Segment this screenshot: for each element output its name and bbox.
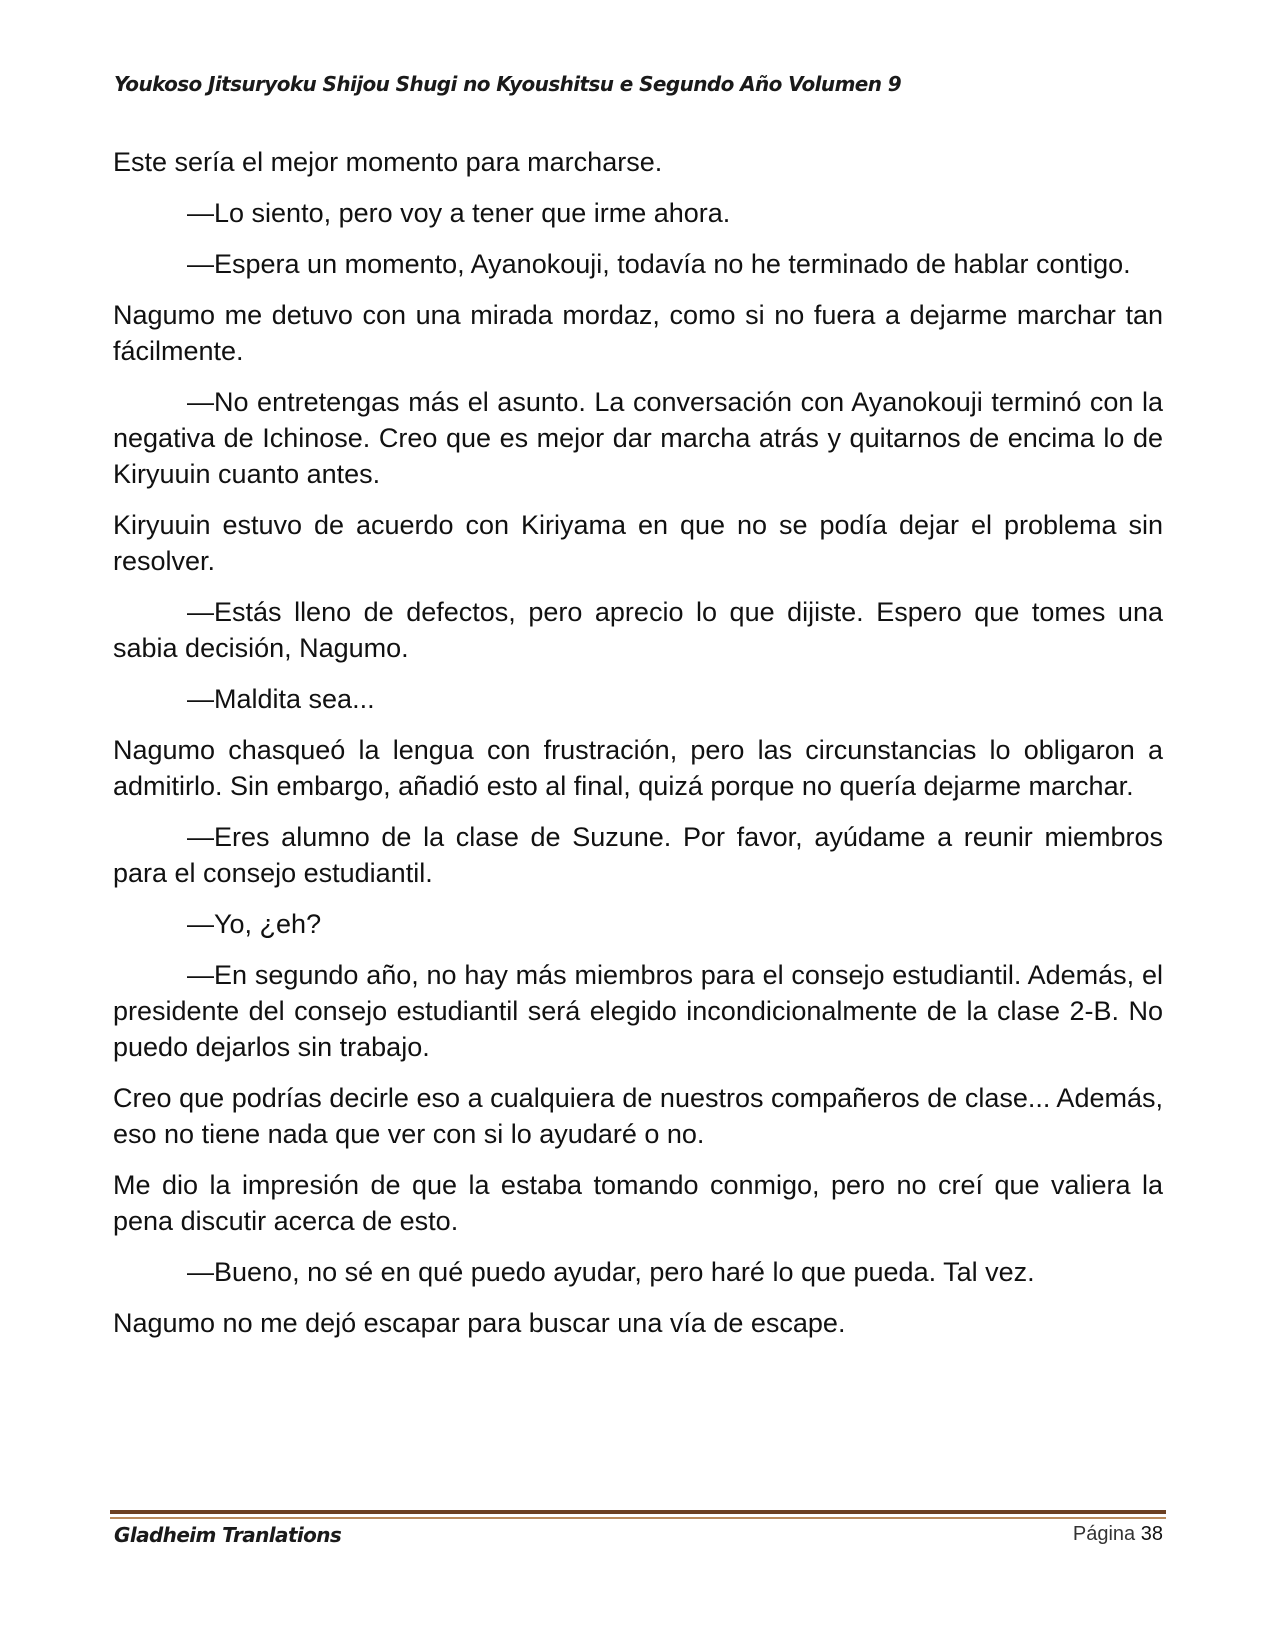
paragraph-14: Me dio la impresión de que la estaba tomando conmigo, pero no creí que valiera la pena discutir acerca de esto. <box>113 1170 1163 1236</box>
paragraph-12: —En segundo año, no hay más miembros para el consejo estudiantil. Además, el presidente del consejo estudiantil será elegido incondicionalmente de la clase 2-B. No puedo dejarlos sin trabajo. <box>113 960 1163 1062</box>
paragraph-16: Nagumo no me dejó escapar para buscar una vía de escape. <box>113 1308 846 1338</box>
paragraph-9: Nagumo chasqueó la lengua con frustración, pero las circunstancias lo obligaron a admitirlo. Sin embargo, añadió esto al final, quizá porque no quería dejarme marchar. <box>113 735 1163 801</box>
page-number <box>1073 1523 1163 1546</box>
footer-rule-thick <box>110 1510 1166 1514</box>
footer-credit: Gladheim Tranlations <box>114 1523 342 1547</box>
paragraph-7: —Estás lleno de defectos, pero aprecio lo que dijiste. Espero que tomes una sabia decisión, Nagumo. <box>113 597 1163 663</box>
paragraph-11: —Yo, ¿eh? <box>187 909 322 939</box>
running-header: Youkoso Jitsuryoku Shijou Shugi no Kyoushitsu e Segundo Año Volumen 9 <box>114 72 902 96</box>
page-body <box>113 144 1163 1356</box>
paragraph-4: Nagumo me detuvo con una mirada mordaz, como si no fuera a dejarme marchar tan fácilmente. <box>113 300 1163 366</box>
paragraph-5: —No entretengas más el asunto. La conversación con Ayanokouji terminó con la negativa de Ichinose. Creo que es mejor dar marcha atrás y quitarnos de encima lo de Kiryuuin cuanto antes. <box>113 387 1163 489</box>
page-label: Página <box>1072 1523 1136 1545</box>
paragraph-13: Creo que podrías decirle eso a cualquiera de nuestros compañeros de clase... Además, eso no tiene nada que ver con si lo ayudaré o no. <box>113 1083 1163 1149</box>
page-number-value: 38 <box>1140 1523 1163 1545</box>
paragraph-15: —Bueno, no sé en qué puedo ayudar, pero haré lo que pueda. Tal vez. <box>187 1257 1035 1287</box>
paragraph-2: —Lo siento, pero voy a tener que irme ahora. <box>187 198 731 228</box>
paragraph-8: —Maldita sea... <box>187 684 375 714</box>
paragraph-1: Este sería el mejor momento para marcharse. <box>113 147 663 177</box>
paragraph-6: Kiryuuin estuvo de acuerdo con Kiriyama en que no se podía dejar el problema sin resolver. <box>113 510 1163 576</box>
paragraph-3: —Espera un momento, Ayanokouji, todavía no he terminado de hablar contigo. <box>187 249 1131 279</box>
paragraph-10: —Eres alumno de la clase de Suzune. Por favor, ayúdame a reunir miembros para el consejo estudiantil. <box>113 822 1163 888</box>
footer-rule-thin <box>110 1517 1166 1519</box>
